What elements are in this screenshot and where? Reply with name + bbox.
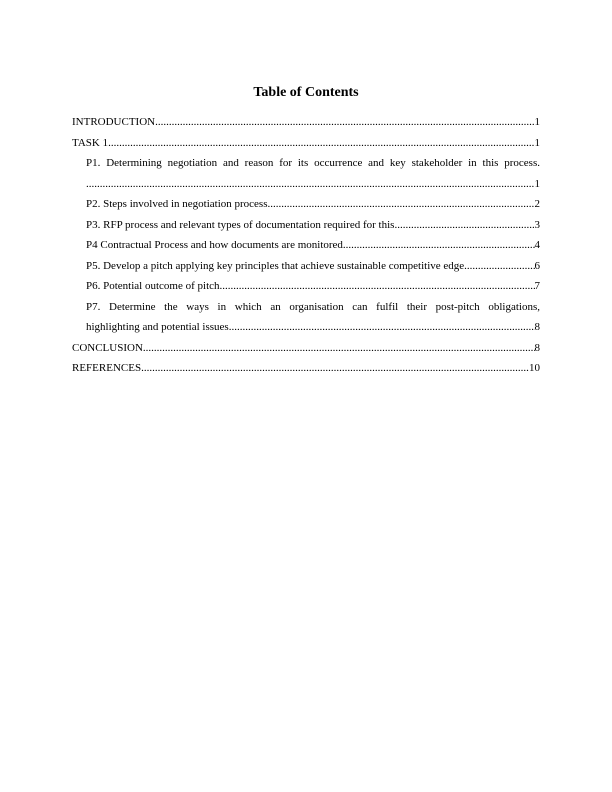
- toc-entry-label: P6. Potential outcome of pitch: [86, 280, 220, 292]
- toc-leader-dots: [229, 317, 535, 338]
- toc-page-number: 4: [534, 239, 540, 251]
- toc-entry-p2[interactable]: [72, 194, 540, 215]
- toc-entry-p6[interactable]: [72, 276, 540, 297]
- toc-leader-dots: [155, 112, 534, 133]
- toc-leader-dots: [394, 215, 534, 236]
- toc-page-number: 2: [534, 198, 540, 210]
- toc-entry-label: P5. Develop a pitch applying key principles that achieve sustainable competitive edge: [86, 259, 465, 272]
- toc-entry-task-1[interactable]: [72, 133, 540, 154]
- toc-page-number: 6: [534, 259, 540, 272]
- toc-entry-p4[interactable]: [72, 235, 540, 256]
- toc-entry-label: P4 Contractual Process and how documents are monitored: [86, 239, 343, 251]
- toc-leader-dots: [220, 276, 535, 297]
- toc-leader-dots: [464, 256, 534, 277]
- toc-page-number: 1: [534, 177, 540, 190]
- toc-entry-label: P3. RFP process and relevant types of documentation required for this: [86, 218, 395, 231]
- toc-page-number: 8: [534, 341, 540, 354]
- toc-entry-label: TASK 1: [72, 136, 109, 149]
- toc-leader-dots: [86, 174, 535, 195]
- toc-leader-dots: [108, 133, 534, 154]
- toc-entry-label: P1. Determining negotiation and reason for its occurrence and key stakeholder in this process.: [86, 157, 540, 169]
- toc-entry-p5[interactable]: [72, 256, 540, 277]
- toc-title: Table of Contents: [253, 85, 359, 100]
- toc-entry-introduction[interactable]: [72, 112, 540, 133]
- toc-entry-references[interactable]: [72, 358, 540, 379]
- toc-entry-p7[interactable]: [72, 297, 540, 318]
- toc-entry-label: CONCLUSION: [72, 341, 143, 354]
- toc-entry-p7-continuation[interactable]: [72, 317, 540, 338]
- toc-leader-dots: [141, 358, 529, 379]
- toc-entry-label: REFERENCES: [72, 362, 142, 374]
- toc-page-number: 3: [534, 218, 540, 231]
- toc-entry-label: P2. Steps involved in negotiation process: [86, 198, 268, 210]
- toc-leader-dots: [343, 235, 535, 256]
- toc-page-number: 1: [534, 116, 540, 128]
- toc-entry-p1-continuation[interactable]: [72, 174, 540, 195]
- toc-entry-p3[interactable]: [72, 215, 540, 236]
- toc-page-number: 7: [534, 280, 540, 292]
- toc-entry-label: P7. Determine the ways in which an organisation can fulfil their post-pitch obligations,: [86, 300, 540, 313]
- toc-page-number: 1: [534, 136, 540, 149]
- table-of-contents: [72, 112, 540, 379]
- toc-page-number: 10: [529, 362, 540, 374]
- toc-entry-label: INTRODUCTION: [72, 116, 156, 128]
- toc-entry-label: highlighting and potential issues: [86, 321, 229, 333]
- toc-entry-p1[interactable]: [72, 153, 540, 174]
- toc-leader-dots: [267, 194, 534, 215]
- toc-page-number: 8: [534, 321, 540, 333]
- toc-entry-conclusion[interactable]: [72, 338, 540, 359]
- toc-leader-dots: [143, 338, 535, 359]
